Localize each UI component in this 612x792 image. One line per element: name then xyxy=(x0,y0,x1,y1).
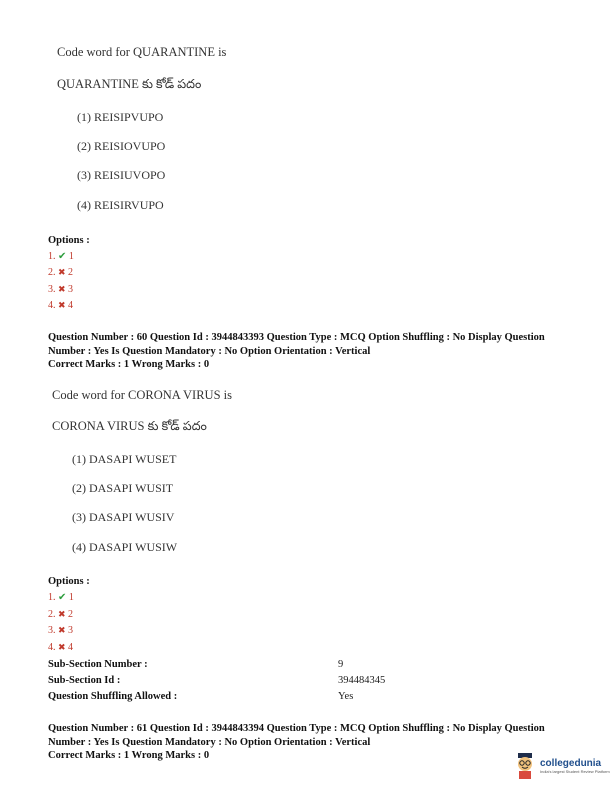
cross-icon: ✖ xyxy=(58,609,66,619)
option-number: 2. xyxy=(48,267,56,278)
cross-icon: ✖ xyxy=(58,642,66,652)
option-key-row xyxy=(48,609,73,620)
question-metadata: Question Number : 60 Question Id : 3944843393 Question Type : MCQ Option Shuffling : No Display Question Number : Yes Is Question Mandatory : No Option Orientation : Vertical xyxy=(48,332,545,357)
option-key-row xyxy=(48,284,73,295)
answer-option: (4) DASAPI WUSIW xyxy=(72,540,178,554)
option-key-row xyxy=(48,251,74,262)
mascot-icon xyxy=(513,752,537,780)
logo-wordmark: collegedunia xyxy=(540,758,602,769)
question-text-telugu: CORONA VIRUS కు కోడ్ పదం xyxy=(52,419,207,433)
question-text: Code word for CORONA VIRUS is xyxy=(52,388,232,402)
question-text-telugu: QUARANTINE కు కోడ్ పదం xyxy=(57,77,202,91)
option-value: 2 xyxy=(68,267,74,278)
answer-option: (3) DASAPI WUSIV xyxy=(72,510,175,524)
cross-icon: ✖ xyxy=(58,267,66,277)
subsection-number-value: 9 xyxy=(338,659,344,670)
option-number: 3. xyxy=(48,284,56,295)
marks-info: Correct Marks : 1 Wrong Marks : 0 xyxy=(48,750,210,761)
option-value: 2 xyxy=(68,609,74,620)
answer-option: (4) REISIRVUPO xyxy=(77,198,164,212)
option-key-row xyxy=(48,625,73,636)
subsection-number-label: Sub-Section Number : xyxy=(48,659,148,670)
option-key-row xyxy=(48,592,74,603)
logo-tagline: India's largest Student Review Platform xyxy=(540,769,610,774)
answer-option: (1) REISIPVUPO xyxy=(77,110,164,124)
question-text: Code word for QUARANTINE is xyxy=(57,45,227,59)
cross-icon: ✖ xyxy=(58,625,66,635)
option-number: 4. xyxy=(48,642,56,653)
options-label: Options : xyxy=(48,576,90,587)
option-number: 4. xyxy=(48,300,56,311)
option-value: 3 xyxy=(68,284,74,295)
option-number: 2. xyxy=(48,609,56,620)
option-value: 4 xyxy=(68,300,74,311)
option-number: 1. xyxy=(48,251,56,262)
option-key-row xyxy=(48,642,73,653)
option-value: 1 xyxy=(68,592,74,603)
marks-info: Correct Marks : 1 Wrong Marks : 0 xyxy=(48,359,210,370)
question-shuffling-label: Question Shuffling Allowed : xyxy=(48,691,178,702)
subsection-id-value: 394484345 xyxy=(338,675,386,686)
question-shuffling-value: Yes xyxy=(338,691,354,702)
check-icon: ✔ xyxy=(58,251,67,262)
answer-option: (3) REISIUVOPO xyxy=(77,168,166,182)
option-key-row xyxy=(48,300,73,311)
option-key-row xyxy=(48,267,73,278)
answer-option: (2) REISIOVUPO xyxy=(77,139,166,153)
cross-icon: ✖ xyxy=(58,300,66,310)
option-number: 1. xyxy=(48,592,56,603)
question-metadata: Question Number : 61 Question Id : 3944843394 Question Type : MCQ Option Shuffling : No Display Question Number : Yes Is Question Mandatory : No Option Orientation : Vertical xyxy=(48,723,545,748)
answer-option: (1) DASAPI WUSET xyxy=(72,452,177,466)
option-value: 3 xyxy=(68,625,74,636)
option-value: 4 xyxy=(68,642,74,653)
subsection-id-label: Sub-Section Id : xyxy=(48,675,121,686)
option-value: 1 xyxy=(68,251,74,262)
collegedunia-logo xyxy=(513,752,610,780)
cross-icon: ✖ xyxy=(58,284,66,294)
option-number: 3. xyxy=(48,625,56,636)
options-label: Options : xyxy=(48,235,90,246)
answer-option: (2) DASAPI WUSIT xyxy=(72,481,174,495)
check-icon: ✔ xyxy=(58,592,67,603)
